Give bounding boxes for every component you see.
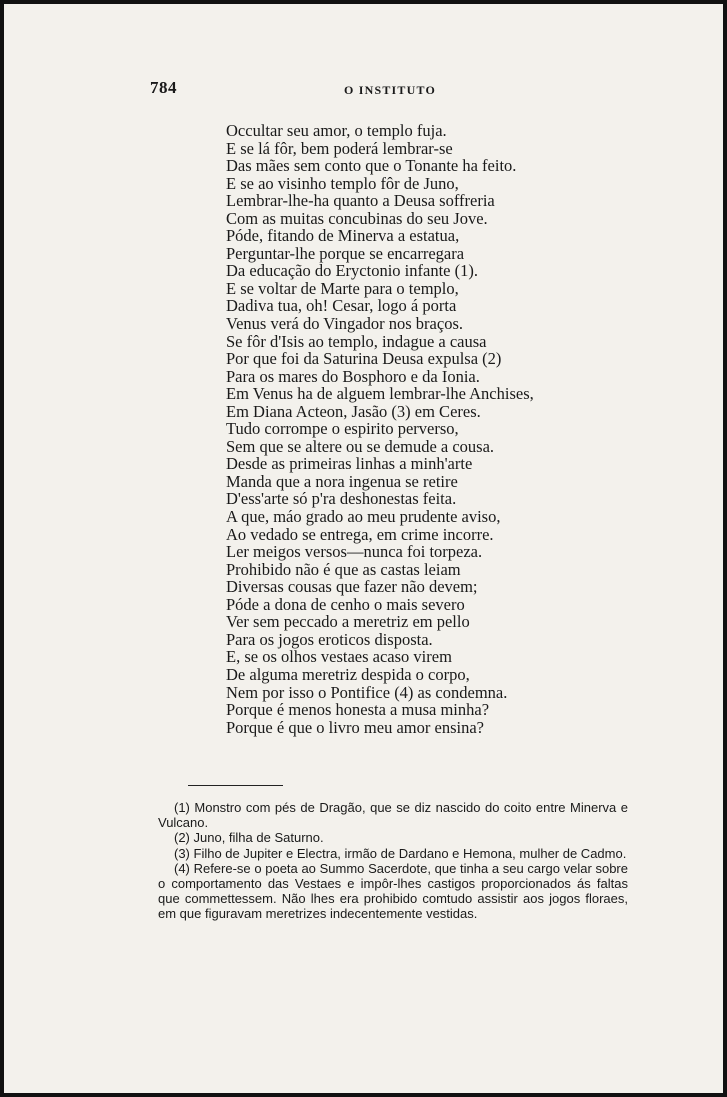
poem-line: Em Venus ha de alguem lembrar-lhe Anchises,	[226, 384, 534, 404]
footnote-2: (2) Juno, filha de Saturno.	[174, 830, 324, 846]
footnote-divider	[188, 785, 283, 786]
footnote-4: (4) Refere-se o poeta ao Summo Sacerdote, que tinha a seu cargo velar sobre o comportamento das Vestaes e impôr-lhes castigos proporcionados ás faltas que commettessem. Não lhes era prohibido comtudo assistir aos jogos floraes, em que figuravam meretrizes indecentemente vestidas.	[158, 860, 628, 922]
poem-line: Nem por isso o Pontifice (4) as condemna.	[226, 682, 508, 702]
poem-body	[226, 122, 586, 736]
page-header	[150, 78, 570, 100]
poem-line: Lembrar-lhe-ha quanto a Deusa soffreria	[226, 191, 495, 211]
poem-line: Porque é menos honesta a musa minha?	[226, 700, 490, 720]
poem-line: Diversas cousas que fazer não devem;	[226, 577, 478, 597]
running-title: O INSTITUTO	[344, 83, 437, 97]
poem-line: Para os mares do Bosphoro e da Ionia.	[226, 366, 480, 386]
poem-line: Dadiva tua, oh! Cesar, logo á porta	[226, 296, 457, 316]
poem-line: Póde, fitando de Minerva a estatua,	[226, 226, 460, 246]
poem-line: E se lá fôr, bem poderá lembrar-se	[226, 138, 453, 158]
poem-line: Perguntar-lhe porque se encarregara	[226, 243, 465, 263]
poem-line: Com as muitas concubinas do seu Jove.	[226, 208, 488, 228]
footnote-1: (1) Monstro com pés de Dragão, que se diz nascido do coito entre Minerva e Vulcano.	[158, 800, 628, 831]
poem-line: Tudo corrompe o espirito perverso,	[226, 419, 459, 439]
poem-line: De alguma meretriz despida o corpo,	[226, 664, 470, 684]
page-number: 784	[150, 78, 177, 97]
poem-line: Por que foi da Saturina Deusa expulsa (2)	[226, 349, 502, 369]
poem-line: Prohibido não é que as castas leiam	[226, 559, 461, 579]
poem-line: Venus verá do Vingador nos braços.	[226, 314, 463, 334]
poem-line: Se fôr d'Isis ao templo, indague a causa	[226, 331, 487, 351]
poem-line: Porque é que o livro meu amor ensina?	[226, 717, 484, 737]
poem-line: Occultar seu amor, o templo fuja.	[226, 121, 447, 140]
poem-line: Sem que se altere ou se demude a cousa.	[226, 436, 495, 456]
poem-line: Ao vedado se entrega, em crime incorre.	[226, 524, 494, 544]
poem-line: Póde a dona de cenho o mais severo	[226, 594, 465, 614]
poem-line: Ver sem peccado a meretriz em pello	[226, 612, 470, 632]
poem-line: Da educação do Eryctonio infante (1).	[226, 261, 478, 281]
poem-line: Das mães sem conto que o Tonante ha feito.	[226, 156, 517, 176]
poem-line: E se voltar de Marte para o templo,	[226, 278, 459, 298]
poem-line: Manda que a nora ingenua se retire	[226, 471, 458, 491]
footnote-3: (3) Filho de Jupiter e Electra, irmão de Dardano e Hemona, mulher de Cadmo.	[174, 845, 627, 861]
poem-line: D'ess'arte só p'ra deshonestas feita.	[226, 489, 457, 509]
footnotes	[158, 800, 628, 922]
poem-line: E se ao visinho templo fôr de Juno,	[226, 173, 459, 193]
poem-line: A que, máo grado ao meu prudente aviso,	[226, 507, 501, 527]
poem-line: Para os jogos eroticos disposta.	[226, 629, 433, 649]
poem-line: Em Diana Acteon, Jasão (3) em Ceres.	[226, 401, 481, 421]
poem-line: Ler meigos versos—nunca foi torpeza.	[226, 542, 483, 562]
poem-line: E, se os olhos vestaes acaso virem	[226, 647, 452, 667]
poem-line: Desde as primeiras linhas a minh'arte	[226, 454, 473, 474]
